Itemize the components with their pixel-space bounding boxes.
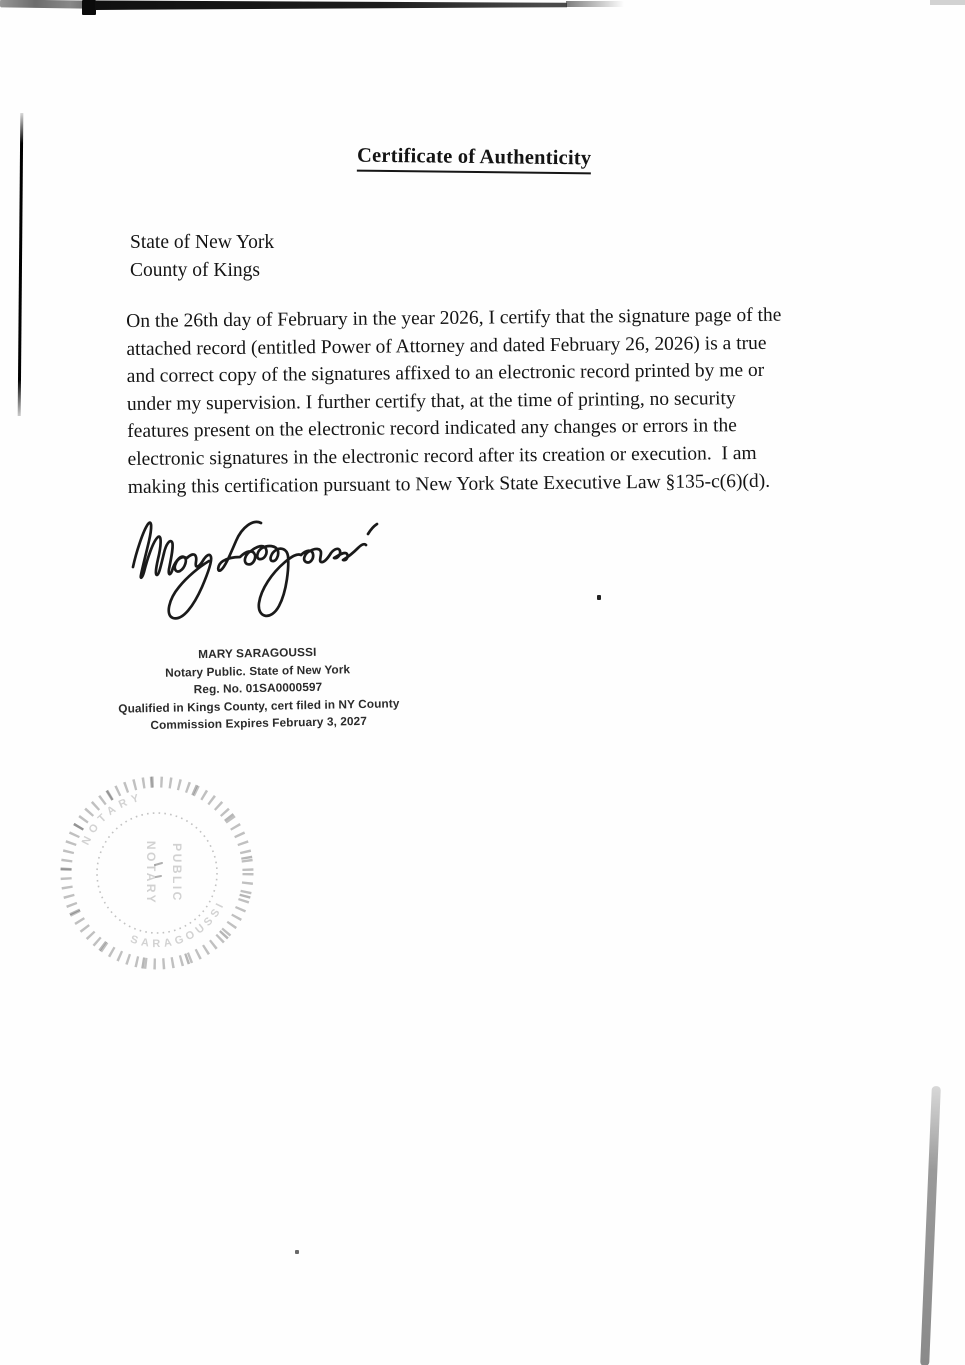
notary-reg-line: Reg. No. 01SA0000597 xyxy=(193,679,323,697)
scan-artifact-left-edge-line xyxy=(18,113,24,416)
paragraph-line: making this certification pursuant to New York State Executive Law §135-c(6)(d). xyxy=(127,470,771,498)
scan-artifact-top-band-left xyxy=(0,0,88,9)
venue-state-line: State of New York xyxy=(130,232,275,253)
seal-arc-text-bottom: SARAGOUSSI xyxy=(128,898,228,951)
signature-stroke-i-tick xyxy=(368,524,377,534)
seal-center-text-2: PUBLIC xyxy=(170,843,184,903)
handwritten-signature xyxy=(125,515,415,640)
scan-artifact-top-right-smudge xyxy=(930,0,965,5)
notary-expiry-line: Commission Expires February 3, 2027 xyxy=(150,714,368,733)
paragraph-line: On the 26th day of February in the year 2026, I certify that the signature page of the xyxy=(126,304,782,333)
notary-name-line: MARY SARAGOUSSI xyxy=(198,644,317,662)
paragraph-line: under my supervision. I further certify that, at the time of printing, no security xyxy=(126,387,736,415)
seal-center-text-1: NOTARY xyxy=(144,840,158,906)
scan-artifact-top-blob xyxy=(82,0,96,15)
venue-county-line: County of Kings xyxy=(130,259,261,281)
certification-paragraph xyxy=(126,301,848,501)
signature-stroke-mary xyxy=(133,523,211,619)
paragraph-line: and correct copy of the signatures affixed to an electronic record printed by me or xyxy=(126,360,765,388)
notary-embossed-seal xyxy=(57,773,257,973)
notary-title-line: Notary Public. State of New York xyxy=(165,661,351,680)
scan-artifact-ink-dot xyxy=(295,1250,299,1254)
scan-artifact-right-edge-streak xyxy=(920,1086,941,1365)
scan-artifact-ink-dot xyxy=(597,595,601,600)
venue-block xyxy=(130,229,274,284)
page-title: Certificate of Authenticity xyxy=(357,145,592,175)
seal-arc-text-top: NOTARY xyxy=(79,791,145,848)
notary-qualified-line: Qualified in Kings County, cert filed in NY County xyxy=(118,696,400,716)
svg-text:SARAGOUSSI xyxy=(129,898,228,950)
notary-stamp-block xyxy=(117,642,399,735)
scan-artifact-top-band-fade xyxy=(566,1,624,7)
scan-artifact-top-band xyxy=(95,0,567,10)
paragraph-line: features present on the electronic record indicated any changes or errors in the xyxy=(127,415,737,443)
signature-stroke-saragoussi xyxy=(218,522,366,616)
paragraph-line: electronic signatures in the electronic record after its creation or execution. I am xyxy=(127,442,757,470)
paragraph-line: attached record (entitled Power of Attorney and dated February 26, 2026) is a true xyxy=(126,332,767,360)
